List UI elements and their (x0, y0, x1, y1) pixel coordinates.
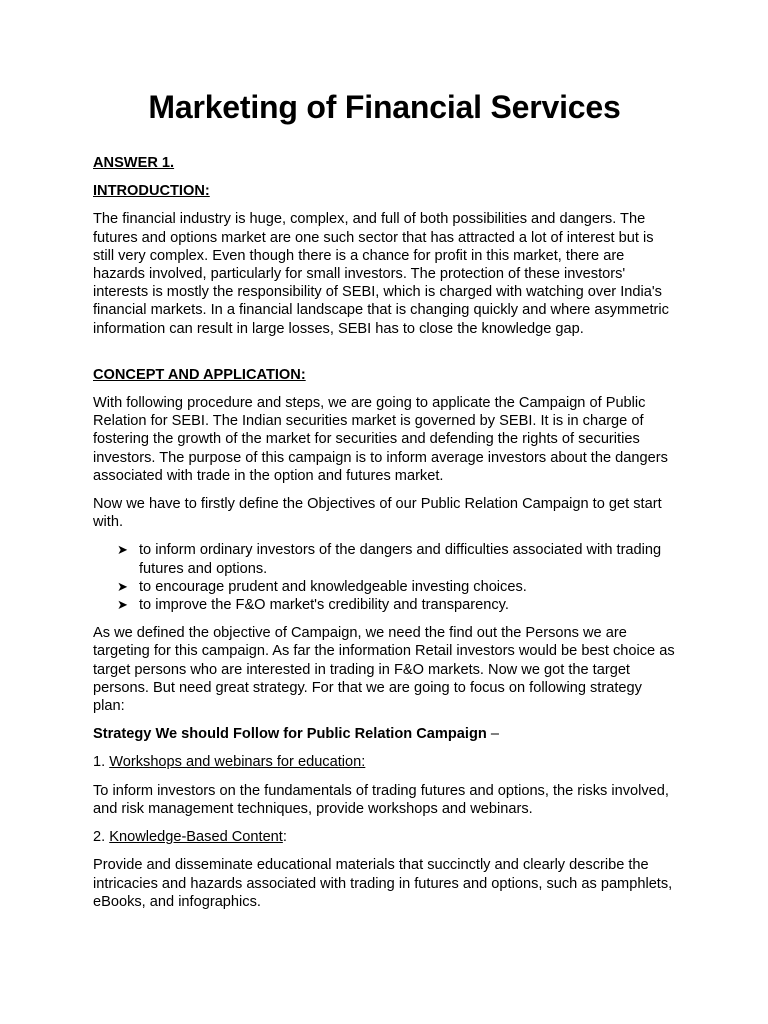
objectives-list (93, 541, 676, 614)
objective-text: to inform ordinary investors of the dangers and difficulties associated with trading futures and options. (139, 542, 662, 577)
strategy-item-2-description: Provide and disseminate educational materials that succinctly and clearly describe the intricacies and hazards associated with trading in futures and options, such as pamphlets, eBooks, and infographics. (93, 857, 673, 910)
arrow-bullet-icon: ➤ (117, 578, 128, 594)
strategy-heading: Strategy We should Follow for Public Relation Campaign (93, 726, 487, 743)
list-item (117, 541, 676, 577)
strategy-item-1-description: To inform investors on the fundamentals of trading futures and options, the risks involved, and risk management techniques, provide workshops and webinars. (93, 782, 669, 817)
objective-text: to encourage prudent and knowledgeable investing choices. (139, 578, 527, 595)
strategy-number: 1. (93, 754, 110, 771)
document-body (93, 154, 676, 911)
objectives-intro-paragraph: Now we have to firstly define the Objectives of our Public Relation Campaign to get start with. (93, 496, 662, 531)
strategy-heading-dash: – (486, 726, 499, 743)
strategy-number: 2. (93, 829, 110, 846)
strategy-item-1-title-line (93, 753, 676, 771)
introduction-heading: INTRODUCTION: (93, 183, 210, 200)
arrow-bullet-icon: ➤ (117, 542, 128, 558)
arrow-bullet-icon: ➤ (117, 597, 128, 613)
list-item (117, 578, 676, 596)
strategy-item-2-title-line (93, 828, 676, 846)
strategy-title: Knowledge-Based Content (109, 829, 283, 846)
concept-paragraph: With following procedure and steps, we are going to applicate the Campaign of Public Relation for SEBI. The Indian securities market is governed by SEBI. It is in charge of fostering the growth of the market for securities and defending the rights of securities investors. The purpose of this campaign is to inform average investors about the dangers associated with trade in the option and futures market. (93, 395, 668, 484)
strategy-title-suffix: : (282, 829, 287, 846)
strategy-title: Workshops and webinars for education: (109, 754, 366, 771)
document-title: Marketing of Financial Services (148, 89, 621, 125)
strategy-heading-line (93, 725, 676, 743)
list-item (117, 596, 676, 614)
answer-heading: ANSWER 1. (93, 155, 175, 171)
section-spacer (93, 348, 676, 366)
target-paragraph: As we defined the objective of Campaign, we need the find out the Persons we are targeting for this campaign. As far the information Retail investors would be best choice as target persons who are interested in trading in F&O markets. Now we got the target persons. But need great strategy. For that we are going to focus on following strategy plan: (93, 625, 675, 715)
concept-heading: CONCEPT AND APPLICATION: (93, 366, 306, 383)
objective-text: to improve the F&O market's credibility and transparency. (139, 597, 509, 614)
introduction-paragraph: The financial industry is huge, complex, and full of both possibilities and dangers. The futures and options market are one such sector that has attracted a lot of interest but is still very complex. Even though there is a chance for profit in this market, there are hazards involved, particularly for small investors. The protection of these investors' interests is mostly the responsibility of SEBI, which is charged with watching over India's financial markets. In a financial landscape that is changing quickly and where asymmetric information can result in large losses, SEBI has to close the knowledge gap. (93, 211, 669, 337)
